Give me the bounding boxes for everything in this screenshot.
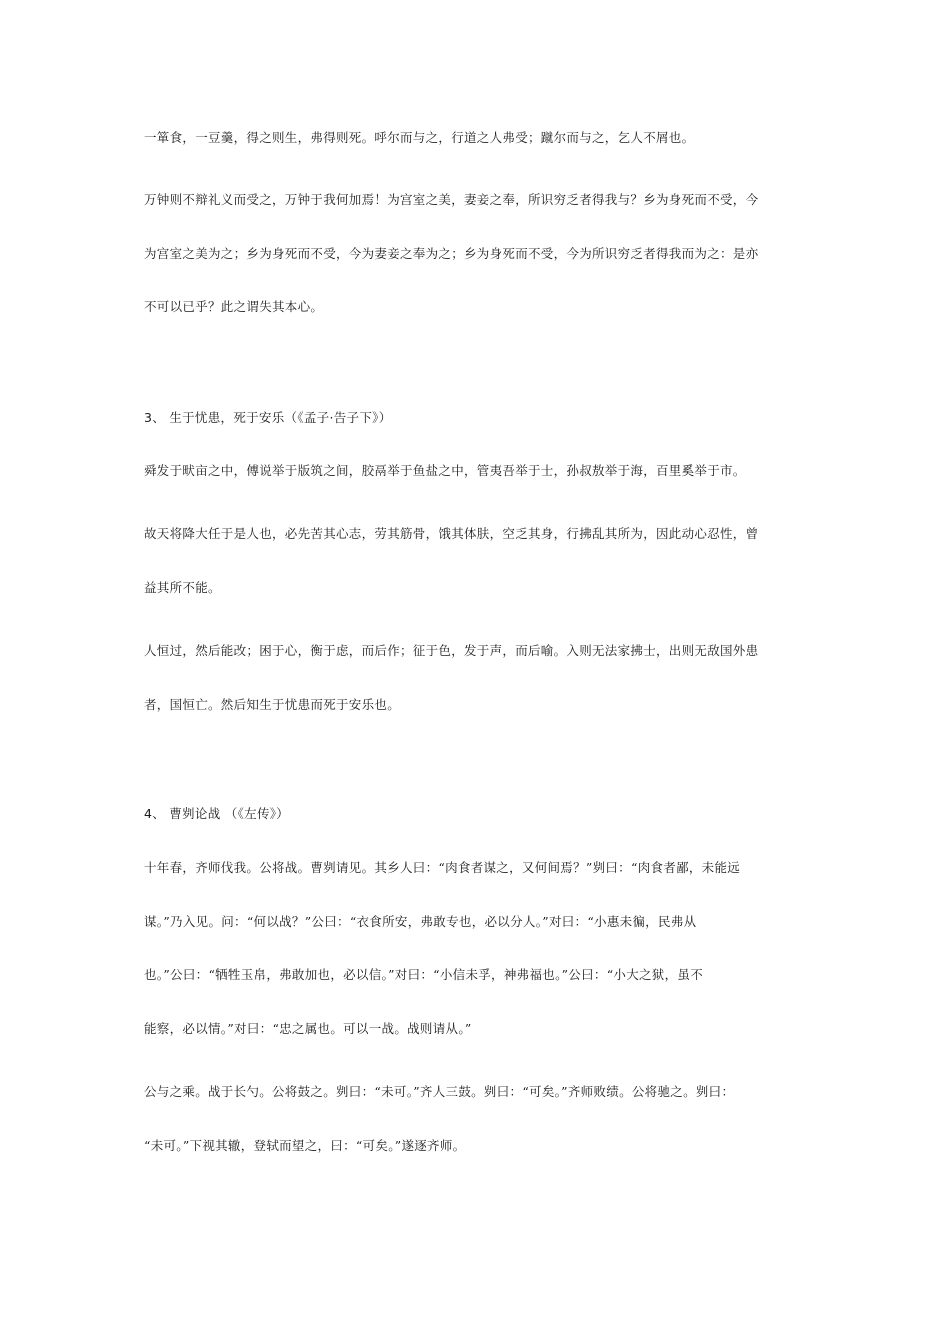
section-4-line-6: “未可。”下视其辙，登轼而望之，曰：“可矣。”遂逐齐师。 [144, 1138, 466, 1153]
section-4-line-3: 也。”公曰：“牺牲玉帛，弗敢加也，必以信。”对曰：“小信未孚，神弗福也。”公曰：“小大之狱，虽不 [144, 967, 703, 982]
section-4-line-5: 公与之乘。战于长勺。公将鼓之。刿曰：“未可。”齐人三鼓。刿曰：“可矣。”齐师败绩。公将驰之。刿曰： [144, 1084, 735, 1099]
section-4-heading: 4、 曹刿论战 （《左传》） [144, 806, 290, 821]
passage-2-line-1: 一箪食，一豆羹，得之则生，弗得则死。呼尔而与之，行道之人弗受；蹴尔而与之，乞人不屑也。 [144, 130, 695, 145]
section-3-line-5: 者，国恒亡。然后知生于忧患而死于安乐也。 [144, 697, 401, 712]
section-3-line-1: 舜发于畎亩之中，傅说举于版筑之间，胶鬲举于鱼盐之中，管夷吾举于士，孙叔敖举于海，百里奚举于市。 [144, 463, 746, 478]
section-3-line-4: 人恒过，然后能改；困于心，衡于虑，而后作；征于色，发于声，而后喻。入则无法家拂士，出则无敌国外患 [144, 643, 759, 658]
section-4-line-4: 能察，必以情。”对曰：“忠之属也。可以一战。战则请从。” [144, 1021, 472, 1036]
passage-2-line-3: 为宫室之美为之；乡为身死而不受，今为妻妾之奉为之；乡为身死而不受，今为所识穷乏者得我而为之：是亦 [144, 246, 759, 261]
passage-2-line-2: 万钟则不辩礼义而受之，万钟于我何加焉！为宫室之美，妻妾之奉，所识穷乏者得我与？乡为身死而不受，今 [144, 192, 759, 207]
section-3-line-3: 益其所不能。 [144, 580, 221, 595]
section-4-line-2: 谋。”乃入见。问：“何以战？”公曰：“衣食所安，弗敢专也，必以分人。”对曰：“小惠未徧，民弗从 [144, 914, 697, 929]
section-3-heading: 3、 生于忧患，死于安乐（《孟子·告子下》） [144, 410, 392, 425]
section-3-line-2: 故天将降大任于是人也，必先苦其心志，劳其筋骨，饿其体肤，空乏其身，行拂乱其所为，因此动心忍性，曾 [144, 526, 759, 541]
section-4-line-1: 十年春，齐师伐我。公将战。曹刿请见。其乡人曰：“肉食者谋之，又何间焉？”刿曰：“肉食者鄙，未能远 [144, 860, 741, 875]
passage-2-line-4: 不可以已乎？此之谓失其本心。 [144, 299, 324, 314]
